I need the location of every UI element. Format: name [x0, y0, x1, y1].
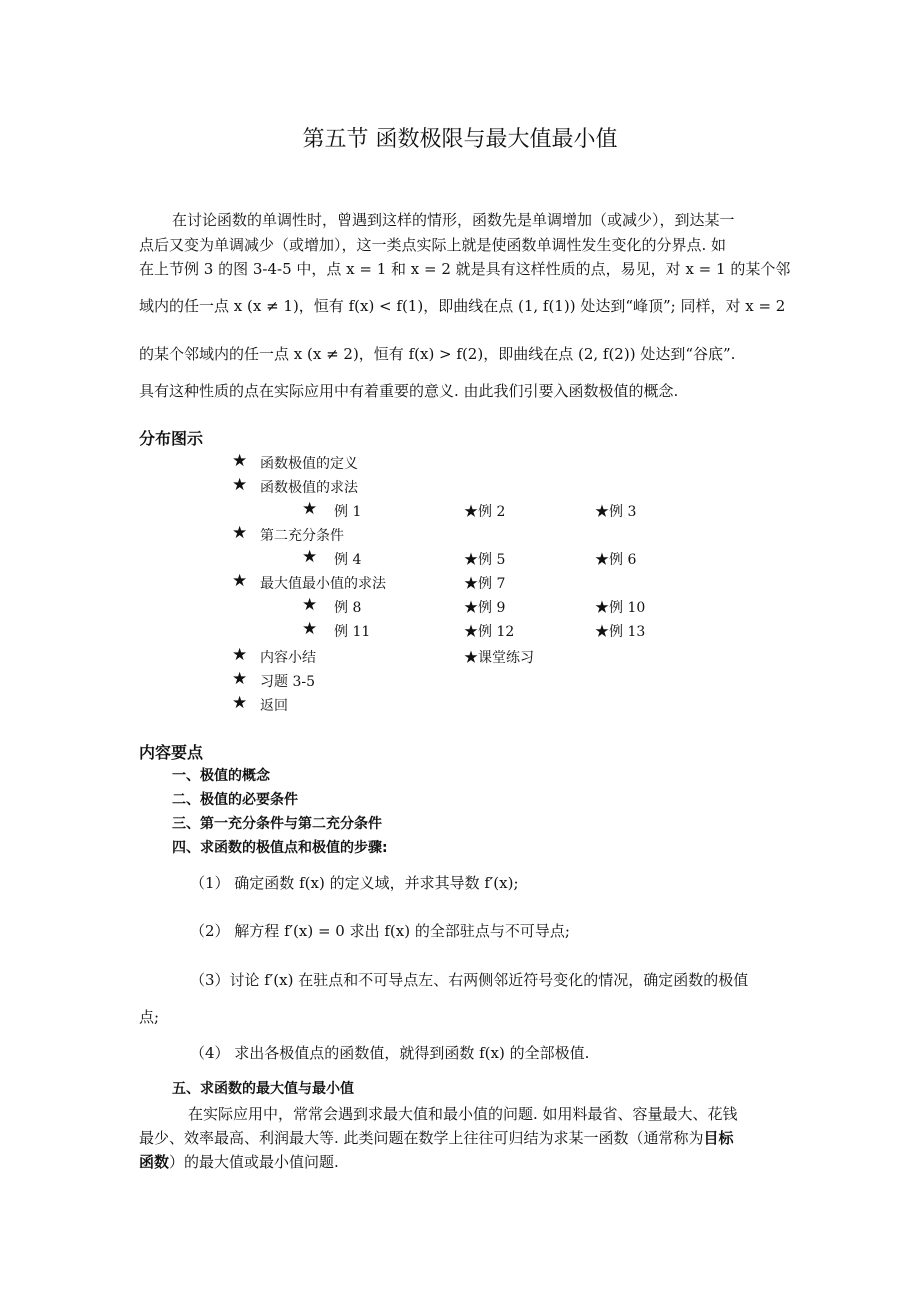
link-extremum-definition[interactable]: 函数极值的定义	[260, 456, 358, 472]
link-example-3[interactable]: ★例 3	[595, 504, 637, 520]
star-icon: ★	[302, 595, 318, 615]
objective-term: 目标	[703, 1129, 734, 1147]
intro-line-3: 在上节例 3 的图 3-4-5 中，点 x = 1 和 x = 2 就是具有这样性质的点，易见，对 x = 1 的某个邻	[139, 260, 791, 278]
link-example-10[interactable]: ★例 10	[595, 600, 646, 616]
star-icon: ★	[302, 499, 318, 519]
intro-line-6: 具有这种性质的点在实际应用中有着重要的意义. 由此我们引要入函数极值的概念.	[139, 382, 679, 400]
max-min-line-1: 在实际应用中，常常会遇到求最大值和最小值的问题. 如用料最省、容量最大、花钱	[188, 1105, 738, 1123]
star-icon: ★	[232, 451, 248, 471]
link-extremum-method[interactable]: 函数极值的求法	[260, 480, 358, 496]
link-example-9[interactable]: ★例 9	[464, 600, 506, 616]
star-icon: ★	[232, 693, 248, 713]
link-example-8[interactable]: 例 8	[334, 600, 362, 616]
link-example-4[interactable]: 例 4	[334, 552, 362, 568]
link-example-1[interactable]: 例 1	[334, 504, 362, 520]
link-example-6[interactable]: ★例 6	[595, 552, 637, 568]
max-min-line-3	[139, 1150, 339, 1174]
key-point-4: 四、求函数的极值点和极值的步骤:	[172, 840, 388, 856]
step-1: （1） 确定函数 f(x) 的定义域，并求其导数 f′(x);	[190, 874, 519, 892]
link-example-13[interactable]: ★例 13	[595, 624, 646, 640]
link-example-5[interactable]: ★例 5	[464, 552, 506, 568]
star-icon: ★	[232, 669, 248, 689]
star-icon: ★	[302, 547, 318, 567]
step-2: （2） 解方程 f′(x) = 0 求出 f(x) 的全部驻点与不可导点;	[190, 922, 570, 940]
step-3: （3）讨论 f′(x) 在驻点和不可导点左、右两侧邻近符号变化的情况，确定函数的极值	[190, 971, 749, 989]
star-icon: ★	[302, 619, 318, 639]
link-example-7[interactable]: ★例 7	[464, 576, 506, 592]
star-icon: ★	[232, 523, 248, 543]
intro-line-2: 点后又变为单调减少（或增加），这一类点实际上就是使函数单调性发生变化的分界点. 如	[139, 236, 727, 254]
objective-term-cont: 函数	[139, 1153, 170, 1171]
key-points-heading: 内容要点	[139, 743, 204, 762]
link-example-11[interactable]: 例 11	[334, 624, 371, 640]
key-point-3: 三、第一充分条件与第二充分条件	[172, 816, 382, 832]
key-point-1: 一、极值的概念	[172, 768, 270, 784]
link-example-2[interactable]: ★例 2	[464, 504, 506, 520]
link-summary[interactable]: 内容小结	[260, 650, 316, 666]
max-min-line-2-text: 最少、效率最高、利润最大等. 此类问题在数学上往往可归结为求某一函数（通常称为	[139, 1129, 704, 1147]
link-back[interactable]: 返回	[260, 698, 288, 714]
step-3-continued: 点;	[139, 1008, 160, 1026]
star-icon: ★	[232, 645, 248, 665]
distribution-heading: 分布图示	[139, 429, 204, 448]
link-class-practice[interactable]: ★课堂练习	[464, 650, 534, 666]
max-min-line-3-text: ）的最大值或最小值问题.	[169, 1153, 339, 1171]
link-example-12[interactable]: ★例 12	[464, 624, 515, 640]
star-icon: ★	[232, 571, 248, 591]
intro-line-1: 在讨论函数的单调性时，曾遇到这样的情形，函数先是单调增加（或减少），到达某一	[172, 211, 735, 229]
page-title: 第五节 函数极限与最大值最小值	[302, 127, 618, 152]
key-point-5: 五、求函数的最大值与最小值	[172, 1081, 354, 1097]
link-max-min-method[interactable]: 最大值最小值的求法	[260, 576, 386, 592]
step-4: （4） 求出各极值点的函数值，就得到函数 f(x) 的全部极值.	[190, 1044, 590, 1062]
intro-line-4: 域内的任一点 x (x ≠ 1)，恒有 f(x) < f(1)，即曲线在点 (1, f(1)) 处达到“峰顶”; 同样，对 x = 2	[139, 297, 786, 315]
key-point-2: 二、极值的必要条件	[172, 792, 298, 808]
link-second-sufficient-condition[interactable]: 第二充分条件	[260, 528, 344, 544]
link-exercises[interactable]: 习题 3-5	[260, 674, 315, 690]
max-min-line-2	[139, 1126, 734, 1150]
intro-line-5: 的某个邻域内的任一点 x (x ≠ 2)，恒有 f(x) > f(2)，即曲线在点 (2, f(2)) 处达到“谷底”.	[139, 345, 736, 363]
star-icon: ★	[232, 475, 248, 495]
